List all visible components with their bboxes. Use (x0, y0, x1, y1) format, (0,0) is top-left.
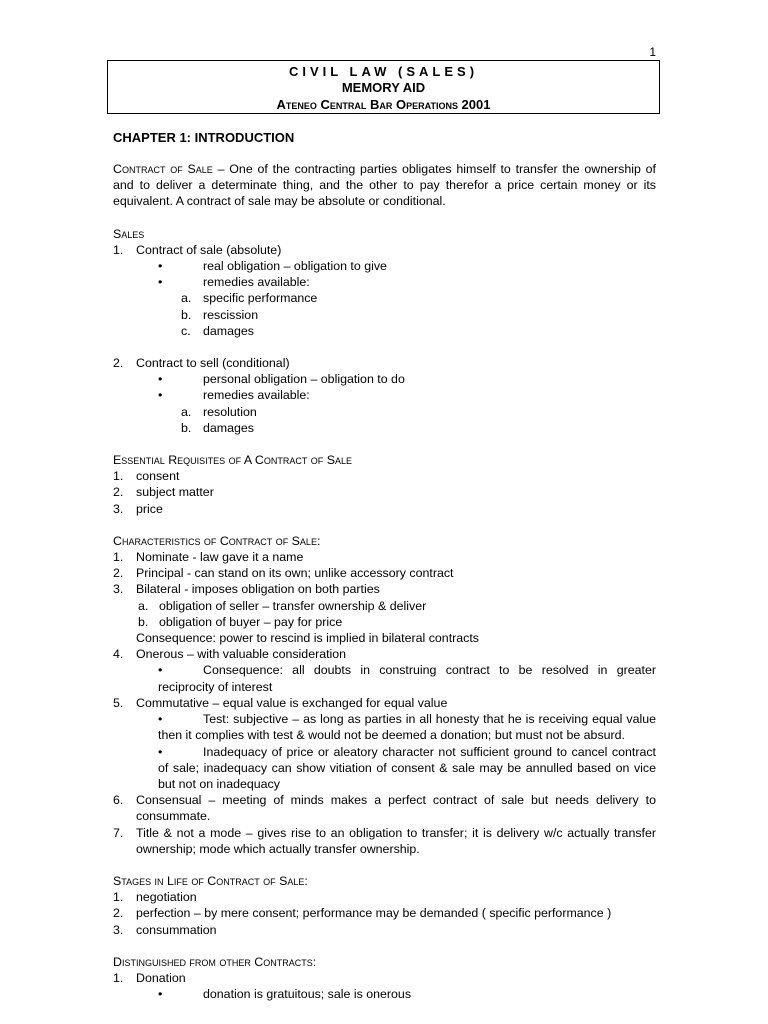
stages-heading: Stages in Life of Contract of Sale: (113, 873, 308, 888)
list-item: c. damages (181, 323, 254, 338)
document-org: Ateneo Central Bar Operations 2001 (276, 97, 491, 112)
list-item: • Test: subjective – as long as parties in all honesty that he is receiving equal value then it complies with test & would not be deemed a donation; but must not be absurd. (158, 712, 656, 743)
characteristics-heading: Characteristics of Contract of Sale: (113, 533, 321, 548)
list-item: • donation is gratuitous; sale is onerous (158, 987, 412, 1002)
list-item: 2. perfection – by mere consent; performance may be demanded ( specific performance ) (113, 906, 612, 921)
page-number: 1 (649, 45, 656, 59)
contract-of-sale-paragraph (113, 161, 656, 210)
list-item: 1. consent (113, 469, 180, 484)
list-item: • Inadequacy of price or aleatory character not sufficient ground to cancel contract of sale; inadequacy can show vitiation of consent & sale may be annulled based on vice but not on inadequacy (158, 744, 656, 791)
chapter-heading: CHAPTER 1: INTRODUCTION (113, 130, 295, 145)
list-item: 5. Commutative – equal value is exchanged for equal value (113, 695, 448, 710)
distinguished-heading: Distinguished from other Contracts: (113, 954, 317, 969)
list-item: 3. price (113, 501, 163, 516)
document-subtitle: MEMORY AID (341, 80, 426, 95)
term-contract-of-sale: Contract of Sale (113, 162, 213, 176)
list-item: 6. Consensual – meeting of minds makes a perfect contract of sale but needs delivery to consummate. (113, 793, 656, 824)
requisites-heading: Essential Requisites of A Contract of Sale (113, 453, 353, 468)
list-item: a. resolution (181, 404, 257, 419)
list-item: 7. Title & not a mode – gives rise to an obligation to transfer; it is delivery w/c actually transfer ownership; mode which actually transfer ownership. (113, 825, 656, 856)
list-item: 1. Contract of sale (absolute) (113, 242, 282, 257)
list-item: 3. Bilateral - imposes obligation on both parties (113, 582, 380, 597)
document-body (113, 130, 656, 1002)
list-item: 1. negotiation (113, 890, 197, 905)
sales-heading: Sales (113, 226, 145, 241)
list-item: b. rescission (181, 307, 259, 322)
list-item: 2. Principal - can stand on its own; unlike accessory contract (113, 566, 454, 581)
list-item: 2. Contract to sell (conditional) (113, 356, 290, 371)
list-item: • personal obligation – obligation to do (158, 372, 405, 387)
list-item: 1. Donation (113, 970, 186, 985)
document-title: CIVIL LAW (SALES) (288, 64, 479, 79)
list-item: b. damages (181, 420, 254, 435)
list-item: 1. Nominate - law gave it a name (113, 550, 304, 565)
list-item: a. specific performance (181, 291, 318, 306)
list-item: • real obligation – obligation to give (158, 259, 387, 274)
list-item: 4. Onerous – with valuable consideration (113, 647, 347, 662)
list-item: 2. subject matter (113, 485, 214, 500)
list-item: • remedies available: (158, 388, 310, 403)
list-item: a. obligation of seller – transfer ownership & deliver (138, 598, 427, 613)
list-item: 3. consummation (113, 922, 217, 937)
consequence-note: Consequence: power to rescind is implied in bilateral contracts (136, 631, 479, 646)
list-item: • remedies available: (158, 275, 310, 290)
list-item: • Consequence: all doubts in construing contract to be resolved in greater reciprocity of interest (158, 663, 656, 694)
title-box (107, 60, 660, 114)
contract-of-sale-definition: – One of the contracting parties obligates himself to transfer the ownership of and to deliver a determinate thing, and the other to pay therefor a price certain money or its equivalent. A contract of sale may be absolute or conditional. (113, 162, 656, 209)
list-item: b. obligation of buyer – pay for price (138, 614, 343, 629)
